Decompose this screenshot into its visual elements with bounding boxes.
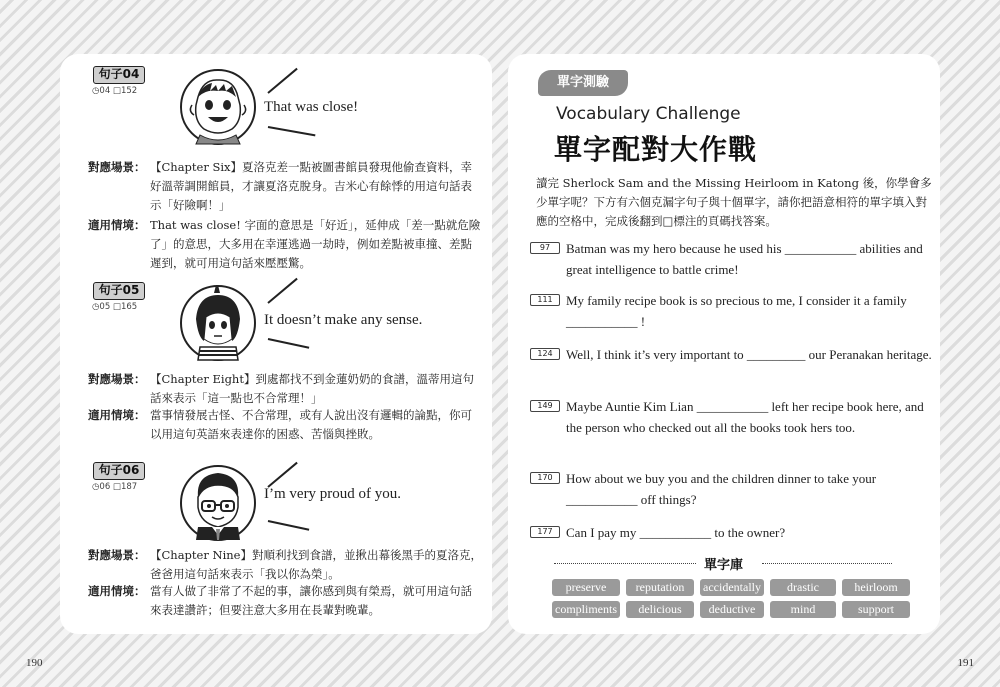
page-ref-badge: 170 <box>530 472 560 484</box>
word-chip: drastic <box>770 579 836 596</box>
title-chinese: 單字配對大作戰 <box>554 133 758 166</box>
question-text: Maybe Auntie Kim Lian ___________ left her recipe book here, and the person who checked out all the books took hers too. <box>566 399 924 435</box>
sentence-entry <box>88 282 482 462</box>
right-page <box>508 54 940 634</box>
dad-face-illustration <box>178 463 258 543</box>
question-text: Batman was my hero because he used his ___________ abilities and great intelligence to battle crime! <box>566 241 923 277</box>
word-chip: accidentally <box>700 579 764 596</box>
page-ref-badge: 177 <box>530 526 560 538</box>
audio-page-meta: ◷06 □187 <box>92 482 138 492</box>
audio-page-meta: ◷04 □152 <box>92 86 138 96</box>
question-text: Well, I think it’s very important to _________ our Peranakan heritage. <box>566 347 932 362</box>
usage-label: 適用情境： <box>88 584 146 598</box>
usage-label: 適用情境： <box>88 408 146 422</box>
word-chip: heirloom <box>842 579 910 596</box>
scene-text: 【Chapter Six】夏洛克差一點被圖書館員發現他偷查資料，幸好溫蒂調開館員，才讓夏洛克脫身。吉米心有餘悸的用這句話表示「好險啊！」 <box>150 160 473 212</box>
page-number-left: 190 <box>26 657 43 669</box>
audio-page-meta: ◷05 □165 <box>92 302 138 312</box>
scene-row <box>88 546 482 584</box>
speech-line <box>267 68 297 94</box>
question-item <box>530 290 936 332</box>
sentence-tag: 句子05 <box>93 282 145 300</box>
scene-label: 對應場景： <box>88 548 146 562</box>
word-bank-title: 單字庫 <box>704 558 744 573</box>
question-text: Can I pay my ___________ to the owner? <box>566 525 786 540</box>
scene-row <box>88 370 482 408</box>
left-page <box>60 54 492 634</box>
speech-text: That was close! <box>264 99 359 115</box>
page-number-right: 191 <box>957 657 974 669</box>
usage-text: 當事情發展古怪、不合常理，或有人說出沒有邏輯的論點，你可以用這句英語來表達你的困惑、苦惱與挫敗。 <box>150 408 472 441</box>
usage-text: That was close! 字面的意思是「好近」，延伸成「差一點就危險了」的意思，大多用在幸運逃過一劫時，例如差點被車撞、差點遲到，就可用這句話來壓壓驚。 <box>150 218 481 270</box>
word-chip: mind <box>770 601 836 618</box>
page-ref-badge: 97 <box>530 242 560 254</box>
title-english: Vocabulary Challenge <box>556 104 741 124</box>
word-chip: reputation <box>626 579 694 596</box>
sentence-entry <box>88 462 482 642</box>
scene-label: 對應場景： <box>88 160 146 174</box>
page-ref-badge: 111 <box>530 294 560 306</box>
speech-line <box>268 338 309 349</box>
sentence-tag: 句子06 <box>93 462 145 480</box>
word-chip: preserve <box>552 579 620 596</box>
sentence-entry <box>88 66 482 270</box>
usage-row <box>88 216 482 273</box>
word-chip: delicious <box>626 601 694 618</box>
page-ref-badge: 124 <box>530 348 560 360</box>
question-item <box>530 396 936 438</box>
speech-line <box>268 520 309 531</box>
word-chip: compliments <box>552 601 620 618</box>
question-item <box>530 238 936 280</box>
page-ref-badge: 149 <box>530 400 560 412</box>
usage-label: 適用情境： <box>88 218 146 232</box>
scene-text: 【Chapter Eight】到處都找不到金蓮奶奶的食譜，溫蒂用這句話來表示「這一點也不合常理！」 <box>150 372 474 405</box>
usage-row <box>88 582 482 620</box>
wendy-face-illustration <box>178 283 258 363</box>
jimmy-face-illustration <box>178 67 258 147</box>
word-bank-divider <box>554 563 696 564</box>
speech-text: It doesn’t make any sense. <box>264 312 423 328</box>
scene-label: 對應場景： <box>88 372 146 386</box>
scene-row <box>88 158 482 215</box>
section-tag: 單字測驗 <box>538 70 628 96</box>
question-item <box>530 468 936 510</box>
word-bank-divider <box>762 563 892 564</box>
speech-line <box>267 462 297 488</box>
speech-text: I’m very proud of you. <box>264 486 402 502</box>
word-chip: support <box>842 601 910 618</box>
question-item <box>530 522 936 543</box>
question-text: How about we buy you and the children dinner to take your ___________ off things? <box>566 471 877 507</box>
speech-line <box>268 126 316 136</box>
scene-text: 【Chapter Nine】對順利找到食譜，並揪出幕後黑手的夏洛克，爸爸用這句話來表示「我以你為榮」。 <box>150 548 482 581</box>
intro-paragraph: 讀完 Sherlock Sam and the Missing Heirloom in Katong 後，你學會多少單字呢？下方有六個克漏字句子與十個單字，請你把語意相符的單字填入對應的空格中，完成後翻到□標注的頁碼找答案。 <box>536 176 932 228</box>
question-item <box>530 344 936 365</box>
usage-text: 當有人做了非常了不起的事，讓你感到與有榮焉，就可用這句話來表達讚許；但要注意大多用在長輩對晚輩。 <box>150 584 472 617</box>
speech-line <box>267 278 297 304</box>
word-chip: deductive <box>700 601 764 618</box>
usage-row <box>88 406 482 444</box>
sentence-tag: 句子04 <box>93 66 145 84</box>
question-text: My family recipe book is so precious to me, I consider it a family ___________ ! <box>566 293 907 329</box>
